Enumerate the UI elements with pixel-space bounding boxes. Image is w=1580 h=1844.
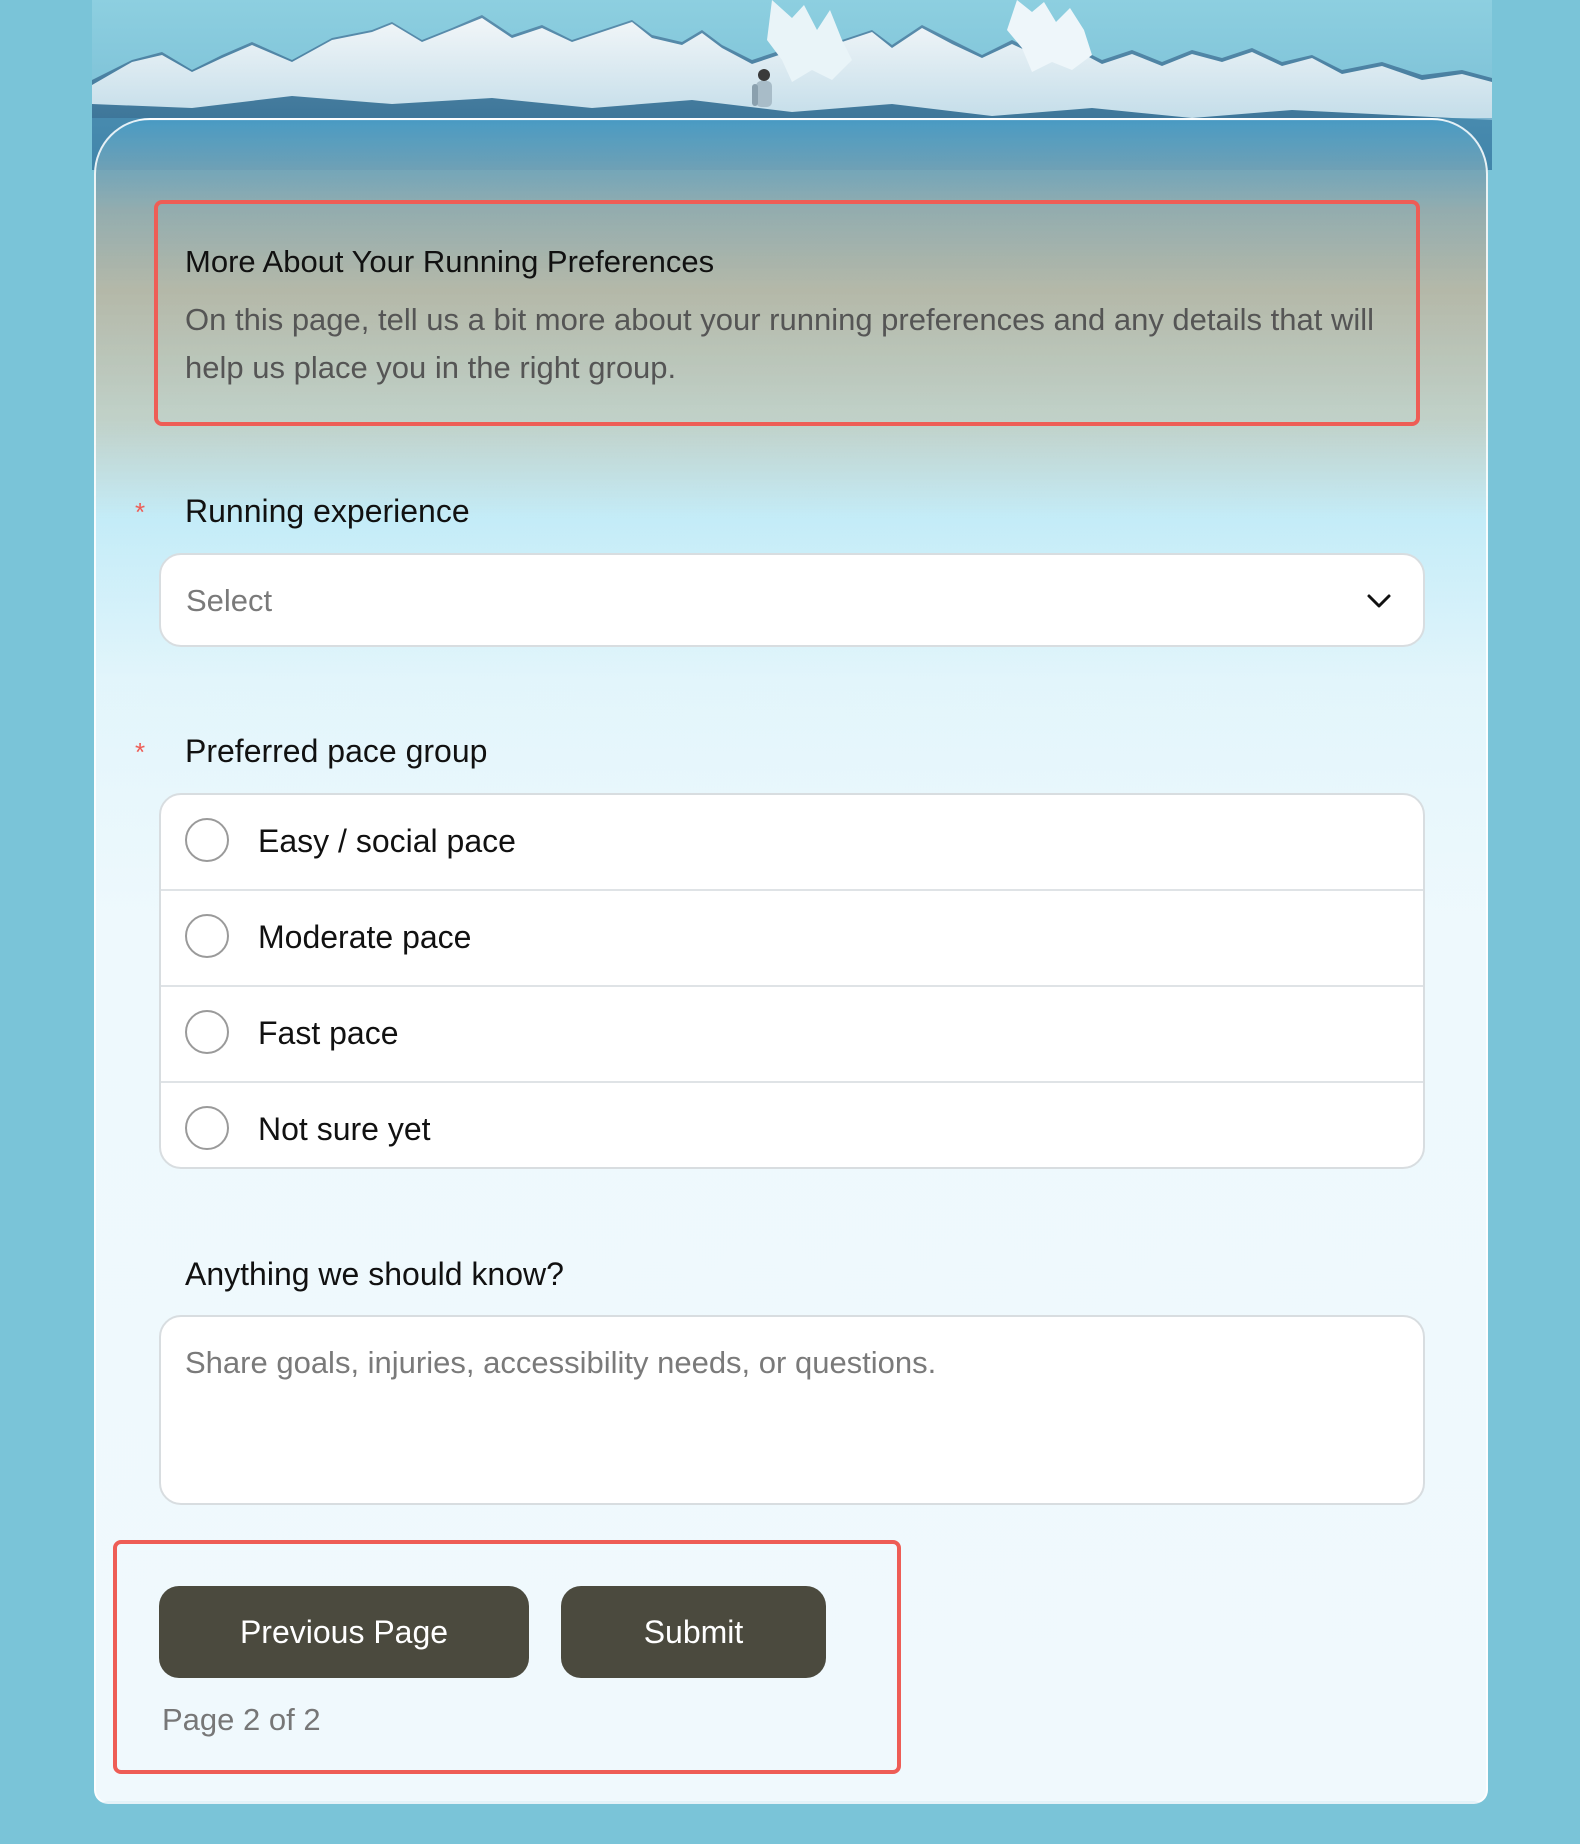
section-title: More About Your Running Preferences xyxy=(185,244,715,279)
page-indicator: Page 2 of 2 xyxy=(162,1702,321,1737)
pace-group-options xyxy=(159,793,1425,1169)
radio-label: Not sure yet xyxy=(258,1111,431,1147)
radio-label: Fast pace xyxy=(258,1015,399,1051)
radio-label: Easy / social pace xyxy=(258,823,516,859)
required-indicator: * xyxy=(135,497,146,527)
chevron-down-icon xyxy=(1365,587,1393,620)
previous-page-button[interactable]: Previous Page xyxy=(159,1586,529,1678)
form-navigation xyxy=(113,1540,901,1774)
select-placeholder: Select xyxy=(186,583,273,618)
running-experience-select[interactable] xyxy=(159,553,1425,647)
section-description: On this page, tell us a bit more about your running preferences and any details that will help us place you in the right group. xyxy=(185,302,1375,385)
required-indicator: * xyxy=(135,737,146,767)
section-header xyxy=(154,200,1420,426)
radio-option-easy[interactable] xyxy=(161,795,1423,891)
radio-button[interactable] xyxy=(185,1106,229,1150)
submit-button[interactable]: Submit xyxy=(561,1586,826,1678)
notes-label: Anything we should know? xyxy=(185,1256,564,1292)
radio-button[interactable] xyxy=(185,1010,229,1054)
radio-option-moderate[interactable] xyxy=(161,891,1423,987)
pace-group-label: Preferred pace group xyxy=(185,733,488,769)
radio-option-fast[interactable] xyxy=(161,987,1423,1083)
notes-textarea[interactable] xyxy=(159,1315,1425,1505)
radio-button[interactable] xyxy=(185,914,229,958)
radio-button[interactable] xyxy=(185,818,229,862)
running-experience-label: Running experience xyxy=(185,493,470,529)
radio-option-not-sure[interactable] xyxy=(161,1083,1423,1169)
radio-label: Moderate pace xyxy=(258,919,472,955)
